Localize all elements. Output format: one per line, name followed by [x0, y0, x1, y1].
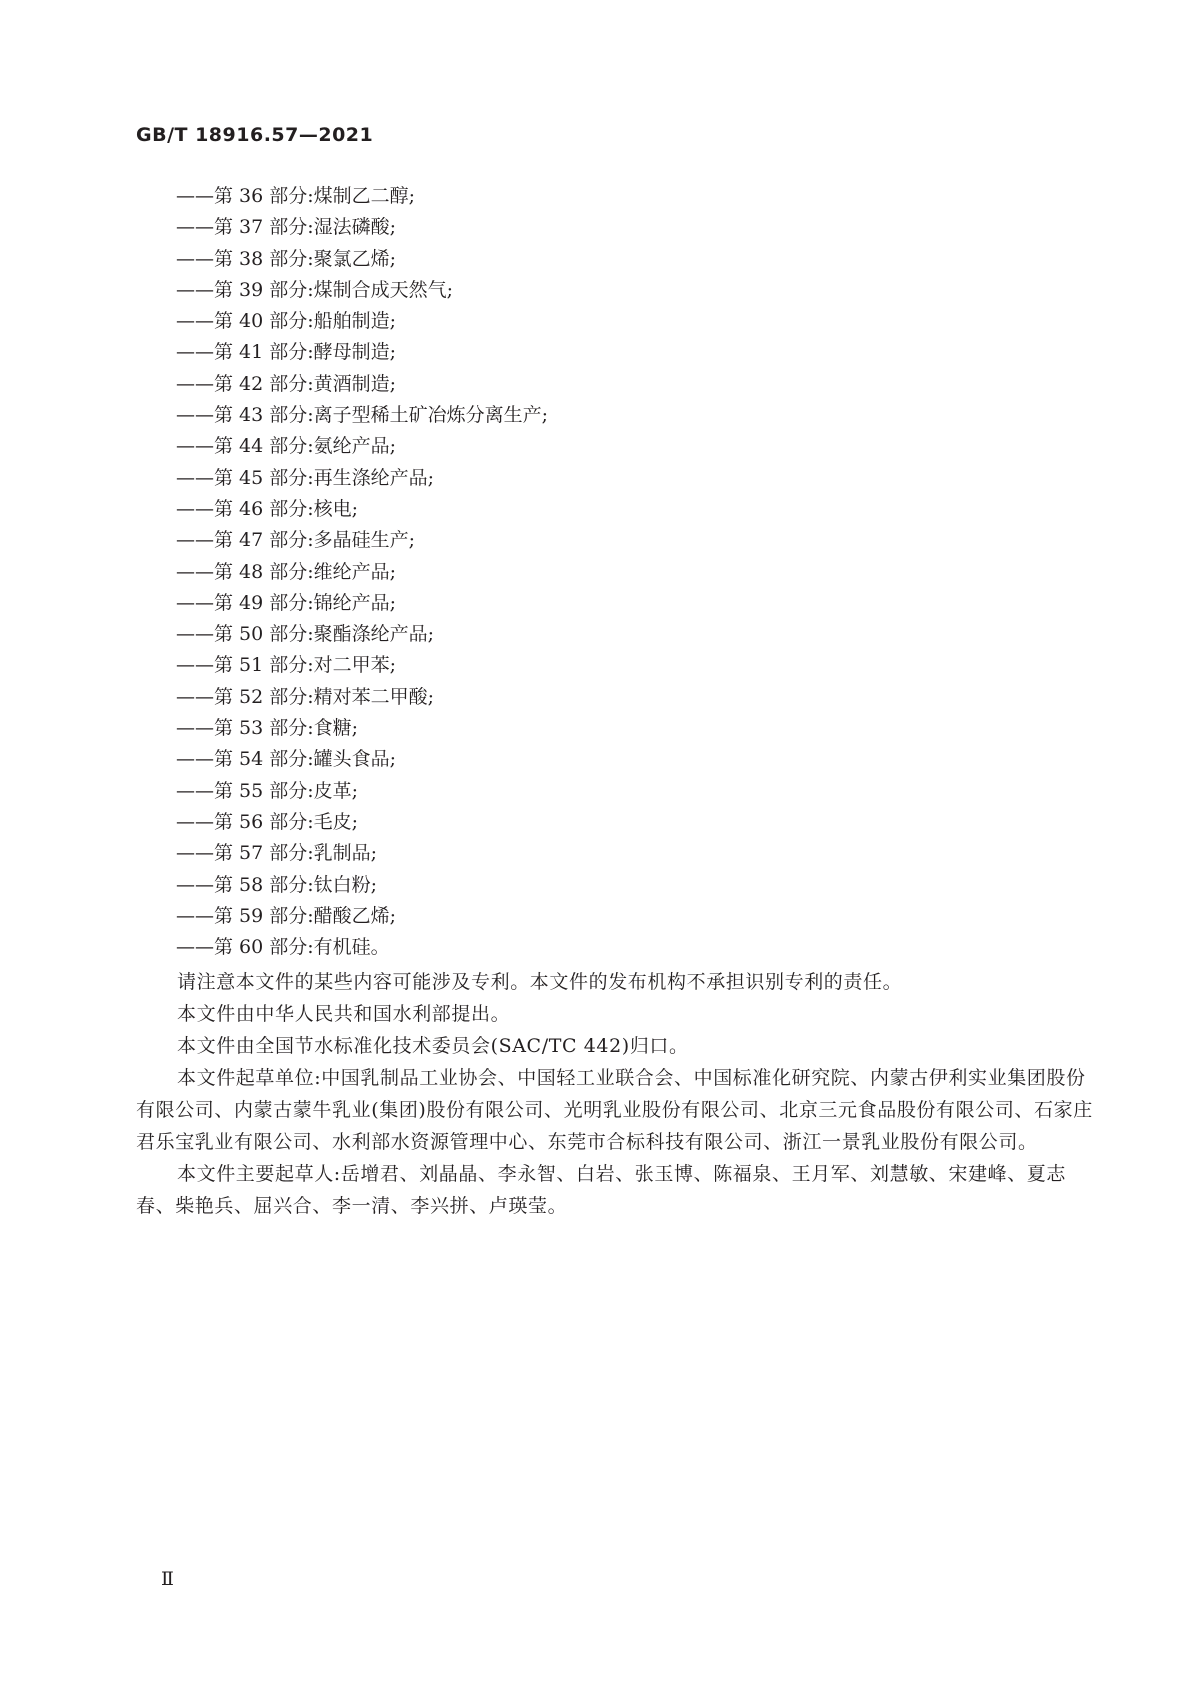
proposed-by-statement: 本文件由中华人民共和国水利部提出。: [177, 1003, 511, 1025]
list-item: ——第 42 部分:黄酒制造;: [176, 372, 397, 395]
page-number: Ⅱ: [161, 1568, 174, 1590]
list-item: ——第 36 部分:煤制乙二醇;: [176, 185, 416, 207]
foreword-body: [136, 966, 1096, 1222]
list-item: ——第 60 部分:有机硅。: [176, 936, 390, 959]
list-item: ——第 38 部分:聚氯乙烯;: [176, 247, 397, 270]
list-item: ——第 37 部分:湿法磷酸;: [176, 216, 397, 239]
list-item: ——第 50 部分:聚酯涤纶产品;: [176, 623, 435, 646]
list-item: ——第 49 部分:锦纶产品;: [176, 591, 397, 614]
document-code: GB/T 18916.57—2021: [136, 124, 374, 146]
list-item: ——第 43 部分:离子型稀土矿冶炼分离生产;: [176, 404, 549, 427]
list-item: ——第 53 部分:食糖;: [176, 717, 359, 740]
list-item: ——第 44 部分:氨纶产品;: [176, 435, 397, 458]
list-item: ——第 56 部分:毛皮;: [176, 810, 359, 833]
list-item: ——第 52 部分:精对苯二甲酸;: [176, 685, 435, 708]
managed-by-statement: 本文件由全国节水标准化技术委员会(SAC/TC 442)归口。: [177, 1035, 689, 1057]
list-item: ——第 58 部分:钛白粉;: [176, 873, 378, 896]
list-item: ——第 59 部分:醋酸乙烯;: [176, 904, 397, 927]
parts-list: [176, 181, 548, 963]
list-item: ——第 41 部分:酵母制造;: [176, 341, 397, 364]
list-item: ——第 55 部分:皮革;: [176, 779, 359, 802]
list-item: ——第 54 部分:罐头食品;: [176, 748, 397, 771]
patent-notice: 请注意本文件的某些内容可能涉及专利。本文件的发布机构不承担识别专利的责任。: [177, 971, 903, 993]
drafting-units-paragraph: 本文件起草单位:中国乳制品工业协会、中国轻工业联合会、中国标准化研究院、内蒙古伊利实业集团股份有限公司、内蒙古蒙牛乳业(集团)股份有限公司、光明乳业股份有限公司、北京三元食品股份有限公司、石家庄君乐宝乳业有限公司、水利部水资源管理中心、东莞市合标科技有限公司、浙江一景乳业股份有限公司。: [136, 1067, 1093, 1153]
list-item: ——第 51 部分:对二甲苯;: [176, 654, 397, 677]
drafters-paragraph: 本文件主要起草人:岳增君、刘晶晶、李永智、白岩、张玉博、陈福泉、王月军、刘慧敏、宋建峰、夏志春、柴艳兵、屈兴合、李一清、李兴拼、卢瑛莹。: [136, 1163, 1067, 1217]
list-item: ——第 47 部分:多晶硅生产;: [176, 529, 416, 552]
list-item: ——第 57 部分:乳制品;: [176, 842, 378, 865]
list-item: ——第 45 部分:再生涤纶产品;: [176, 466, 435, 489]
list-item: ——第 46 部分:核电;: [176, 497, 359, 520]
list-item: ——第 40 部分:船舶制造;: [176, 310, 397, 333]
list-item: ——第 39 部分:煤制合成天然气;: [176, 278, 454, 301]
list-item: ——第 48 部分:维纶产品;: [176, 560, 397, 583]
